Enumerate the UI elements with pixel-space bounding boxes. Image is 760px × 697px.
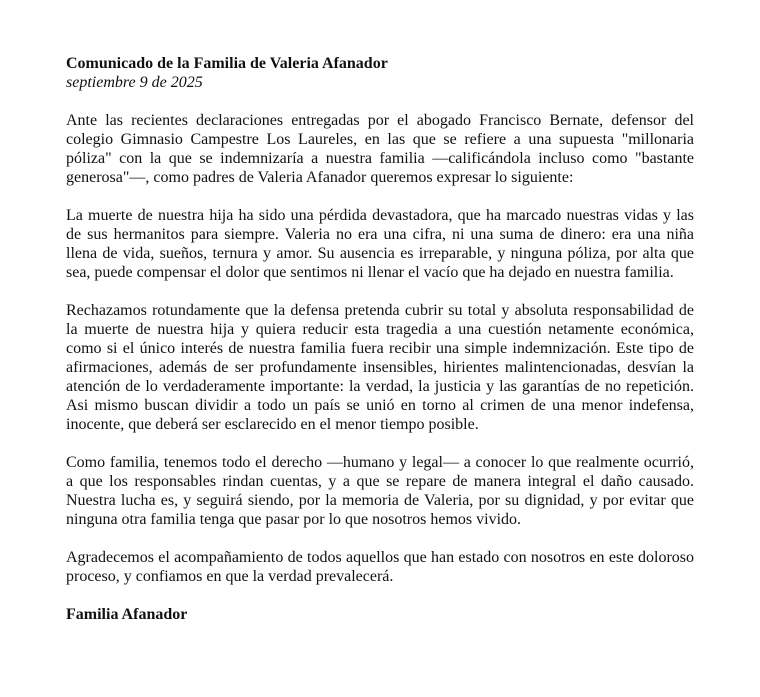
document-title: Comunicado de la Familia de Valeria Afanador [66, 55, 388, 72]
document-content [66, 54, 694, 624]
document-signature: Familia Afanador [66, 606, 188, 623]
paragraph-rejection: Rechazamos rotundamente que la defensa pretenda cubrir su total y absoluta responsabilidad de la muerte de nuestra hija y quiera reducir esta tragedia a una cuestión netamente económica, como si el único interés de nuestra familia fuera recibir una simple indemnización. Este tipo de afirmaciones, además de ser profundamente insensibles, hirientes malintencionadas, desvían la atención de lo verdaderamente importante: la verdad, la justicia y las garantías de no repetición. Asi mismo buscan dividir a todo un país se unió en torno al crimen de una menor indefensa, inocente, que deberá ser esclarecido en el menor tiempo posible. [66, 302, 694, 433]
document-date: septiembre 9 de 2025 [66, 74, 203, 91]
paragraph-loss: La muerte de nuestra hija ha sido una pérdida devastadora, que ha marcado nuestras vidas y las de sus hermanitos para siempre. Valeria no era una cifra, ni una suma de dinero: era una niña llena de vida, sueños, ternura y amor. Su ausencia es irreparable, y ninguna póliza, por alta que sea, puede compensar el dolor que sentimos ni llenar el vacío que ha dejado en nuestra familia. [66, 207, 694, 281]
paragraph-thanks: Agradecemos el acompañamiento de todos aquellos que han estado con nosotros en este doloroso proceso, y confiamos en que la verdad prevalecerá. [66, 549, 694, 585]
paragraph-intro: Ante las recientes declaraciones entregadas por el abogado Francisco Bernate, defensor del colegio Gimnasio Campestre Los Laureles, en las que se refiere a una supuesta "millonaria póliza" con la que se indemnizaría a nuestra familia —calificándola incluso como "bastante generosa"—, como padres de Valeria Afanador queremos expresar lo siguiente: [66, 112, 694, 186]
paragraph-rights: Como familia, tenemos todo el derecho —humano y legal— a conocer lo que realmente ocurrió, a que los responsables rindan cuentas, y a que se repare de manera integral el daño causado. Nuestra lucha es, y seguirá siendo, por la memoria de Valeria, por su dignidad, y por evitar que ninguna otra familia tenga que pasar por lo que nosotros hemos vivido. [66, 454, 694, 528]
